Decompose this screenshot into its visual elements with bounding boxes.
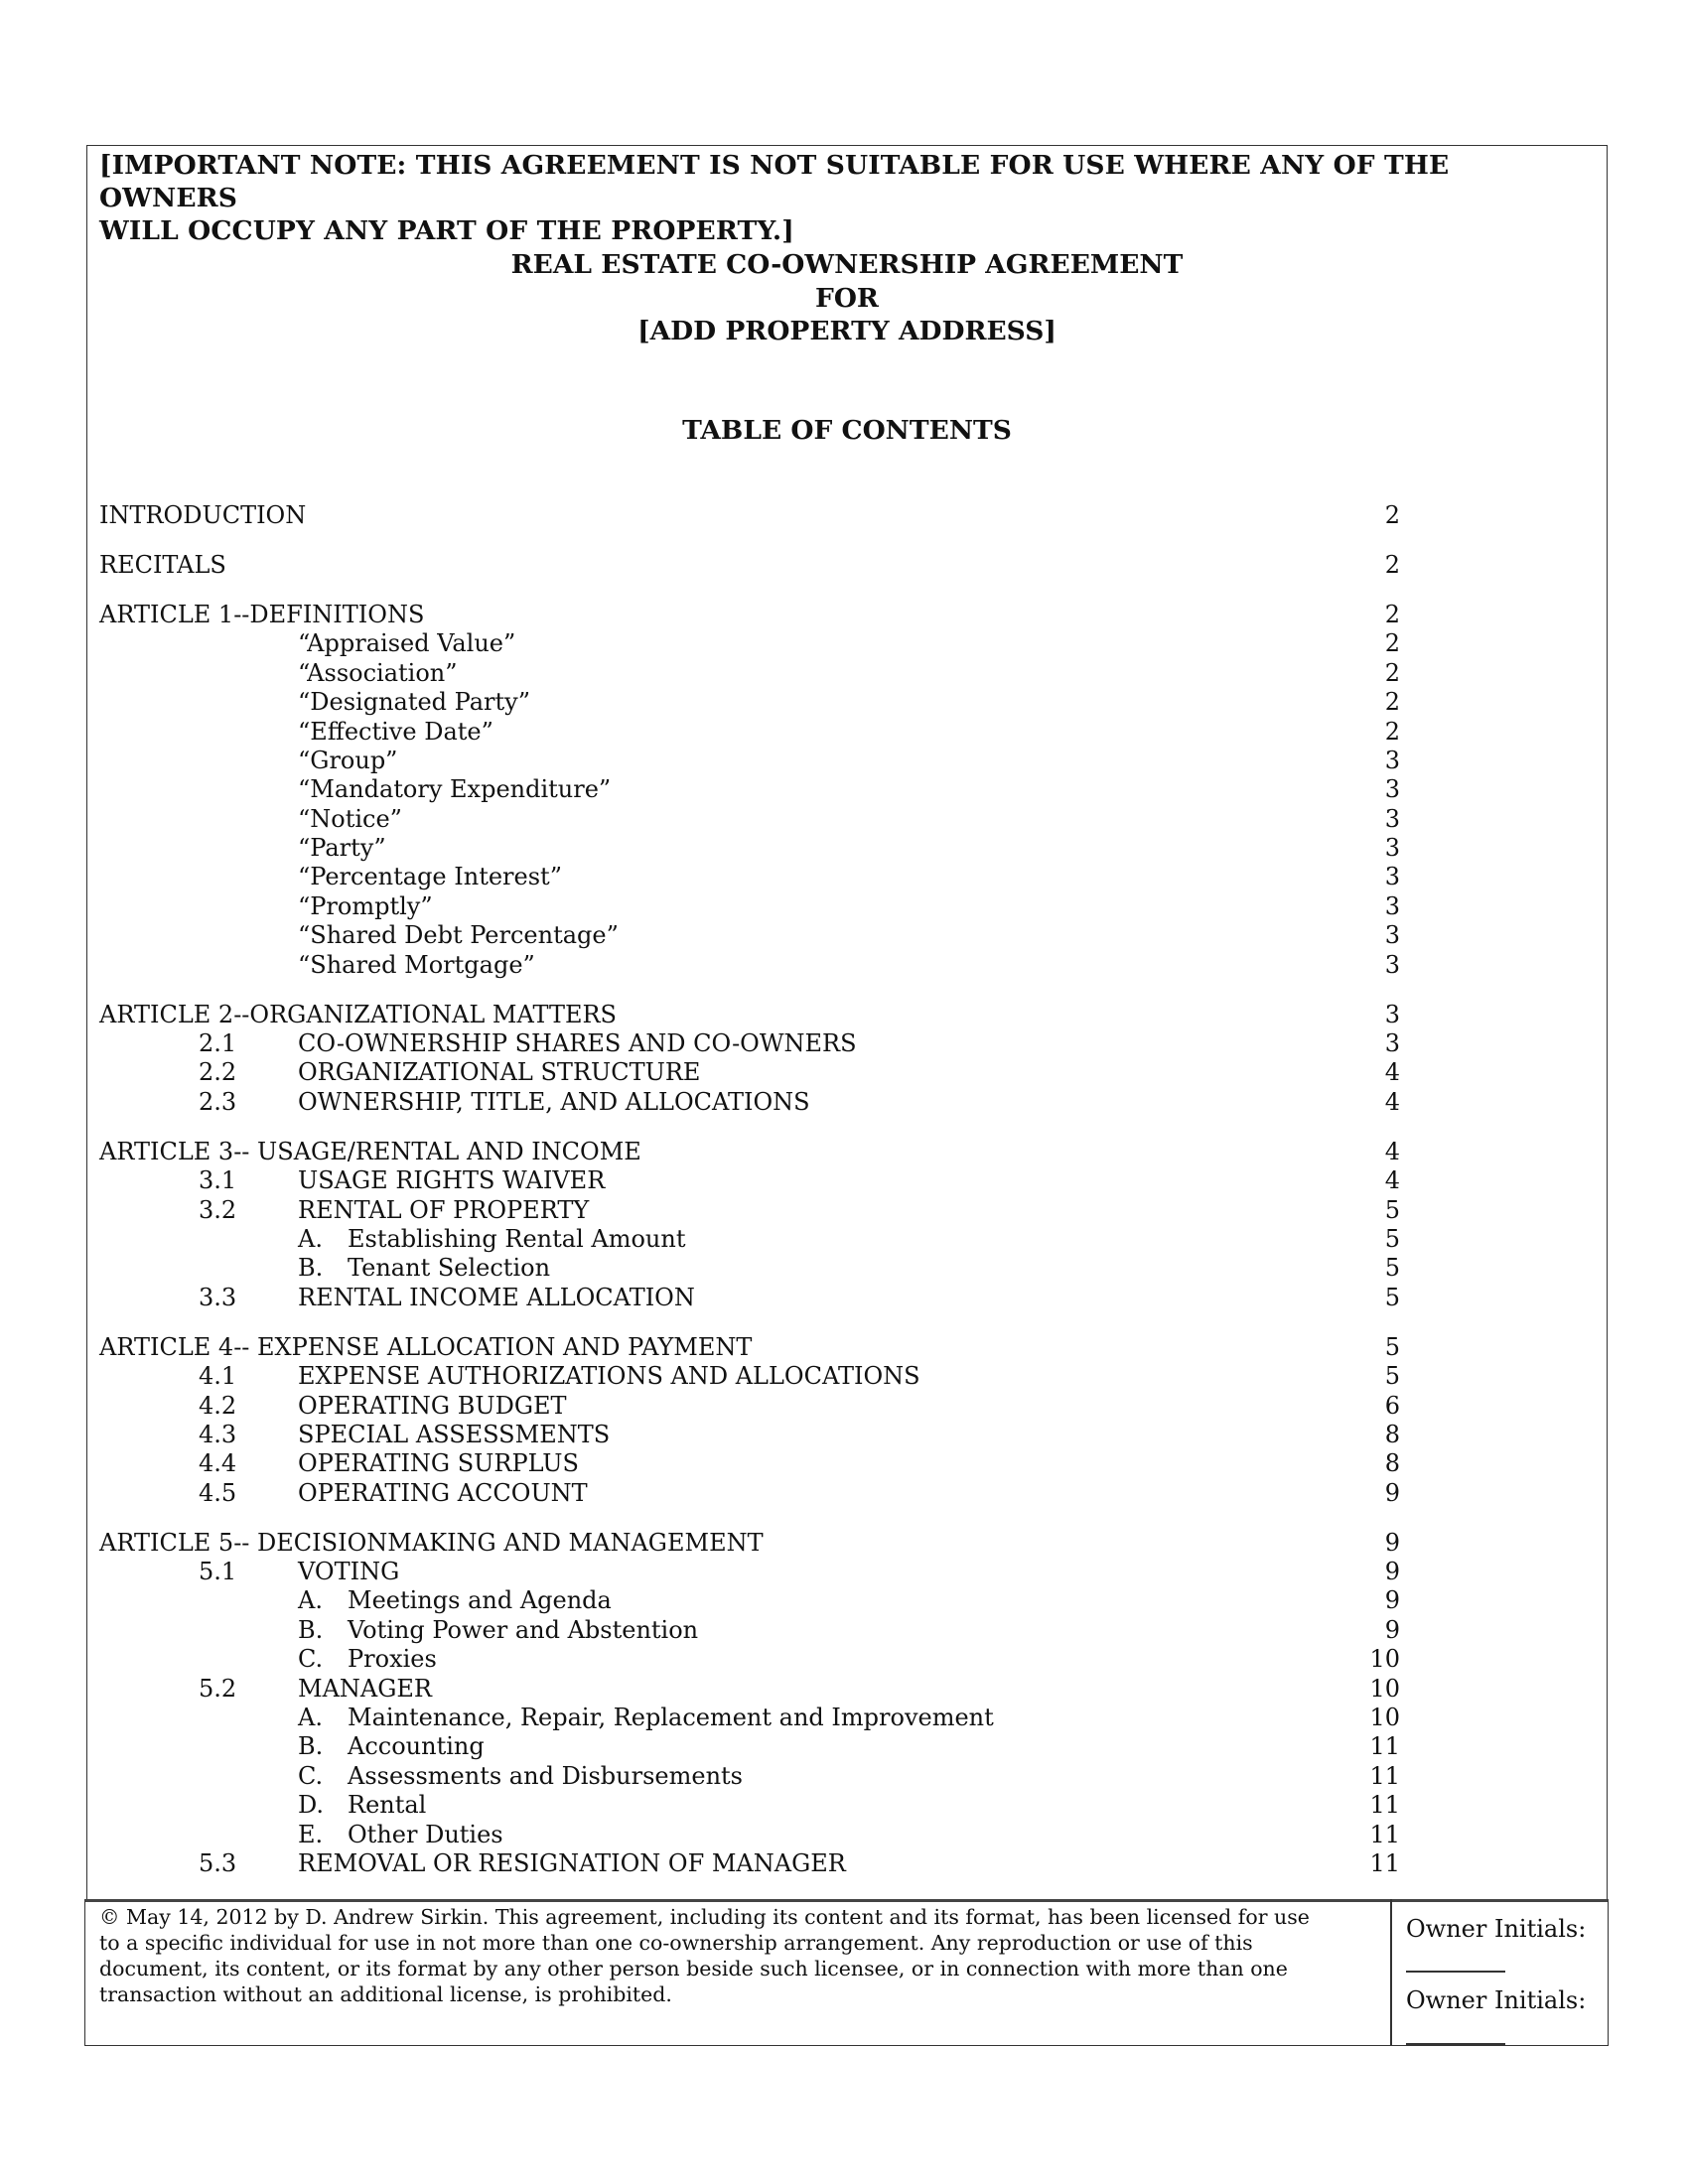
toc-page-number: 11 bbox=[1369, 1791, 1400, 1820]
toc-page-number: 10 bbox=[1369, 1704, 1400, 1732]
toc-page-number: 3 bbox=[1384, 950, 1400, 979]
license-line-4: transaction without an additional license, is prohibited. bbox=[99, 1982, 672, 2006]
toc-subsection-letter: A. bbox=[298, 1704, 323, 1732]
toc-subsection-letter: B. bbox=[298, 1615, 324, 1644]
toc-page-number: 2 bbox=[1384, 550, 1400, 579]
toc-page-number: 4 bbox=[1384, 1058, 1400, 1087]
toc-page-number: 4 bbox=[1384, 1166, 1400, 1195]
toc-entry[interactable] bbox=[99, 951, 1400, 980]
toc-page-number: 3 bbox=[1384, 863, 1400, 891]
toc-subsection-title: Rental bbox=[348, 1791, 427, 1820]
toc-section-number: 5.1 bbox=[199, 1558, 237, 1586]
toc-subsection-title: Establishing Rental Amount bbox=[348, 1224, 686, 1253]
toc-entry[interactable] bbox=[99, 1333, 1400, 1362]
toc-page-number: 2 bbox=[1384, 501, 1400, 529]
toc-subsection-letter: A. bbox=[298, 1224, 323, 1253]
toc-entry[interactable] bbox=[99, 1421, 1400, 1449]
table-of-contents bbox=[99, 501, 1400, 1878]
toc-section-title: OWNERSHIP, TITLE, AND ALLOCATIONS bbox=[298, 1087, 810, 1116]
toc-entry[interactable] bbox=[99, 601, 1400, 629]
toc-section-number: 3.1 bbox=[199, 1166, 237, 1195]
toc-section-title: SPECIAL ASSESSMENTS bbox=[298, 1420, 611, 1448]
toc-entry[interactable] bbox=[99, 1001, 1400, 1029]
footer-divider bbox=[1390, 1899, 1392, 2046]
toc-entry[interactable] bbox=[99, 1791, 1400, 1820]
toc-definition-term: “Group” bbox=[298, 746, 398, 774]
toc-page-number: 11 bbox=[1369, 1761, 1400, 1790]
toc-entry[interactable] bbox=[99, 1762, 1400, 1791]
toc-entry[interactable] bbox=[99, 629, 1400, 658]
toc-page-number: 4 bbox=[1384, 1087, 1400, 1116]
document-title bbox=[86, 248, 1608, 348]
license-line-3: document, its content, or its format by any other person beside such licensee, or in connection with more than one bbox=[99, 1957, 1288, 1980]
toc-definition-term: “Party” bbox=[298, 834, 386, 863]
owner-initials-field-1[interactable] bbox=[1406, 1971, 1505, 1973]
toc-definition-term: “Shared Debt Percentage” bbox=[298, 921, 619, 950]
title-line-2: FOR bbox=[815, 282, 879, 314]
toc-page-number: 3 bbox=[1384, 1000, 1400, 1028]
toc-subsection-title: Meetings and Agenda bbox=[348, 1586, 612, 1615]
toc-entry[interactable] bbox=[99, 1616, 1400, 1645]
toc-page-number: 8 bbox=[1384, 1420, 1400, 1448]
license-text bbox=[99, 1904, 1380, 2007]
toc-subsection-letter: C. bbox=[298, 1761, 324, 1790]
toc-page-number: 9 bbox=[1384, 1528, 1400, 1557]
toc-subsection-title: Tenant Selection bbox=[348, 1254, 551, 1283]
important-note-line-2: WILL OCCUPY ANY PART OF THE PROPERTY.] bbox=[99, 215, 794, 246]
toc-page-number: 11 bbox=[1369, 1732, 1400, 1761]
toc-section-title: REMOVAL OR RESIGNATION OF MANAGER bbox=[298, 1848, 846, 1877]
toc-definition-term: “Effective Date” bbox=[298, 717, 493, 746]
toc-entry[interactable] bbox=[99, 1254, 1400, 1283]
toc-section-number: 5.3 bbox=[199, 1848, 237, 1877]
toc-subsection-title: Voting Power and Abstention bbox=[348, 1615, 699, 1644]
toc-page-number: 10 bbox=[1369, 1674, 1400, 1703]
toc-page-number: 5 bbox=[1384, 1332, 1400, 1361]
toc-entry[interactable] bbox=[99, 1196, 1400, 1225]
toc-subsection-letter: D. bbox=[298, 1791, 325, 1820]
toc-section-number: 4.2 bbox=[199, 1391, 237, 1420]
toc-entry[interactable] bbox=[99, 1586, 1400, 1615]
toc-section-title: RENTAL OF PROPERTY bbox=[298, 1195, 590, 1224]
toc-page-number: 2 bbox=[1384, 688, 1400, 717]
toc-section-number: 4.3 bbox=[199, 1420, 237, 1448]
toc-section-number: 2.3 bbox=[199, 1087, 237, 1116]
toc-page-number: 2 bbox=[1384, 717, 1400, 746]
toc-section-title: ORGANIZATIONAL STRUCTURE bbox=[298, 1058, 701, 1087]
toc-entry[interactable] bbox=[99, 834, 1400, 863]
toc-page-number: 3 bbox=[1384, 804, 1400, 833]
toc-entry[interactable] bbox=[99, 1138, 1400, 1166]
toc-section-number: 2.1 bbox=[199, 1029, 237, 1058]
toc-page-number: 9 bbox=[1384, 1615, 1400, 1644]
toc-entry[interactable] bbox=[99, 1088, 1400, 1117]
toc-section-number: 3.2 bbox=[199, 1195, 237, 1224]
toc-definition-term: “Designated Party” bbox=[298, 688, 530, 717]
toc-definition-term: “Shared Mortgage” bbox=[298, 950, 535, 979]
toc-article-title: ARTICLE 3-- USAGE/RENTAL AND INCOME bbox=[99, 1137, 641, 1165]
toc-article-title: ARTICLE 2--ORGANIZATIONAL MATTERS bbox=[99, 1000, 617, 1028]
toc-entry[interactable] bbox=[99, 501, 1400, 530]
toc-page-number: 5 bbox=[1384, 1224, 1400, 1253]
toc-entry[interactable] bbox=[99, 1704, 1400, 1732]
toc-definition-term: “Percentage Interest” bbox=[298, 863, 562, 891]
toc-section-number: 4.4 bbox=[199, 1449, 237, 1478]
toc-entry[interactable] bbox=[99, 1029, 1400, 1058]
toc-page-number: 11 bbox=[1369, 1820, 1400, 1848]
toc-subsection-letter: A. bbox=[298, 1586, 323, 1615]
toc-section-number: 5.2 bbox=[199, 1674, 237, 1703]
toc-definition-term: “Notice” bbox=[298, 804, 402, 833]
toc-section-number: 3.3 bbox=[199, 1283, 237, 1311]
toc-page-number: 5 bbox=[1384, 1254, 1400, 1283]
toc-section-number: 4.5 bbox=[199, 1478, 237, 1507]
title-line-1: REAL ESTATE CO-OWNERSHIP AGREEMENT bbox=[510, 249, 1184, 280]
toc-entry[interactable] bbox=[99, 1732, 1400, 1761]
toc-entry[interactable] bbox=[99, 1362, 1400, 1391]
toc-entry[interactable] bbox=[99, 1225, 1400, 1254]
toc-subsection-title: Assessments and Disbursements bbox=[348, 1761, 743, 1790]
toc-entry[interactable] bbox=[99, 863, 1400, 891]
toc-subsection-title: Other Duties bbox=[348, 1820, 503, 1848]
toc-entry[interactable] bbox=[99, 1821, 1400, 1849]
toc-definition-term: “Promptly” bbox=[298, 891, 433, 920]
toc-heading: TABLE OF CONTENTS bbox=[682, 415, 1012, 446]
toc-entry[interactable] bbox=[99, 1166, 1400, 1195]
toc-section-title: VOTING bbox=[298, 1558, 400, 1586]
toc-entry[interactable] bbox=[99, 1392, 1400, 1421]
toc-page-number: 3 bbox=[1384, 891, 1400, 920]
toc-entry[interactable] bbox=[99, 1449, 1400, 1478]
toc-section-title: RENTAL INCOME ALLOCATION bbox=[298, 1283, 695, 1311]
toc-page-number: 5 bbox=[1384, 1362, 1400, 1391]
toc-subsection-title: Maintenance, Repair, Replacement and Improvement bbox=[348, 1704, 994, 1732]
toc-entry[interactable] bbox=[99, 1558, 1400, 1586]
toc-page-number: 5 bbox=[1384, 1283, 1400, 1311]
toc-page-number: 9 bbox=[1384, 1558, 1400, 1586]
toc-section-number: 2.2 bbox=[199, 1058, 237, 1087]
toc-definition-term: “Mandatory Expenditure” bbox=[298, 775, 612, 804]
toc-section-number: 4.1 bbox=[199, 1362, 237, 1391]
toc-page-number: 3 bbox=[1384, 775, 1400, 804]
toc-page-number: 10 bbox=[1369, 1645, 1400, 1674]
toc-page-number: 5 bbox=[1384, 1195, 1400, 1224]
important-note bbox=[99, 149, 1589, 247]
toc-page-number: 6 bbox=[1384, 1391, 1400, 1420]
toc-entry[interactable] bbox=[99, 1849, 1400, 1878]
toc-subsection-letter: B. bbox=[298, 1254, 324, 1283]
toc-page-number: 8 bbox=[1384, 1449, 1400, 1478]
toc-page-number: 4 bbox=[1384, 1137, 1400, 1165]
toc-section-title: MANAGER bbox=[298, 1674, 432, 1703]
toc-page-number: 3 bbox=[1384, 921, 1400, 950]
toc-page-number: 3 bbox=[1384, 834, 1400, 863]
toc-section-title: OPERATING SURPLUS bbox=[298, 1449, 579, 1478]
toc-page-number: 2 bbox=[1384, 629, 1400, 658]
toc-definition-term: “Association” bbox=[298, 658, 458, 687]
toc-entry[interactable] bbox=[99, 688, 1400, 717]
toc-article-title: ARTICLE 1--DEFINITIONS bbox=[99, 600, 425, 628]
toc-page-number: 9 bbox=[1384, 1478, 1400, 1507]
toc-page-number: 2 bbox=[1384, 600, 1400, 628]
license-line-1: © May 14, 2012 by D. Andrew Sirkin. This agreement, including its content and its format, has been licensed for use bbox=[99, 1905, 1310, 1929]
toc-page-number: 2 bbox=[1384, 658, 1400, 687]
title-line-3: [ADD PROPERTY ADDRESS] bbox=[637, 316, 1056, 346]
toc-subsection-letter: E. bbox=[298, 1820, 324, 1848]
toc-section-title: OPERATING BUDGET bbox=[298, 1391, 567, 1420]
owner-initials-label-1: Owner Initials: bbox=[1406, 1915, 1587, 1943]
toc-definition-term: “Appraised Value” bbox=[298, 629, 516, 658]
toc-page-number: 3 bbox=[1384, 1029, 1400, 1058]
owner-initials-field-2[interactable] bbox=[1406, 2043, 1505, 2045]
toc-entry[interactable] bbox=[99, 775, 1400, 804]
toc-entry[interactable] bbox=[99, 892, 1400, 921]
toc-page-number: 11 bbox=[1369, 1848, 1400, 1877]
toc-section-title: USAGE RIGHTS WAIVER bbox=[298, 1166, 606, 1195]
toc-article-title: ARTICLE 5-- DECISIONMAKING AND MANAGEMENT bbox=[99, 1528, 764, 1557]
owner-initials-label-2: Owner Initials: bbox=[1406, 1986, 1587, 2014]
toc-entry[interactable] bbox=[99, 805, 1400, 834]
toc-entry[interactable] bbox=[99, 1284, 1400, 1312]
toc-entry[interactable] bbox=[99, 1529, 1400, 1558]
toc-entry[interactable] bbox=[99, 1675, 1400, 1704]
toc-article-title: INTRODUCTION bbox=[99, 501, 307, 529]
toc-subsection-letter: C. bbox=[298, 1645, 324, 1674]
toc-page-number: 3 bbox=[1384, 746, 1400, 774]
important-note-line-1: [IMPORTANT NOTE: THIS AGREEMENT IS NOT SUITABLE FOR USE WHERE ANY OF THE OWNERS bbox=[99, 150, 1450, 213]
toc-entry[interactable] bbox=[99, 921, 1400, 950]
toc-article-title: RECITALS bbox=[99, 550, 226, 579]
license-line-2: to a specific individual for use in not more than one co-ownership arrangement. Any reproduction or use of this bbox=[99, 1931, 1253, 1955]
toc-entry[interactable] bbox=[99, 551, 1400, 580]
toc-entry[interactable] bbox=[99, 659, 1400, 688]
toc-article-title: ARTICLE 4-- EXPENSE ALLOCATION AND PAYMENT bbox=[99, 1332, 753, 1361]
toc-entry[interactable] bbox=[99, 718, 1400, 747]
toc-entry[interactable] bbox=[99, 1479, 1400, 1508]
toc-subsection-letter: B. bbox=[298, 1732, 324, 1761]
toc-section-title: EXPENSE AUTHORIZATIONS AND ALLOCATIONS bbox=[298, 1362, 920, 1391]
toc-entry[interactable] bbox=[99, 1645, 1400, 1674]
toc-section-title: CO-OWNERSHIP SHARES AND CO-OWNERS bbox=[298, 1029, 857, 1058]
toc-entry[interactable] bbox=[99, 747, 1400, 775]
toc-subsection-title: Proxies bbox=[348, 1645, 437, 1674]
toc-section-title: OPERATING ACCOUNT bbox=[298, 1478, 588, 1507]
toc-page-number: 9 bbox=[1384, 1586, 1400, 1615]
toc-entry[interactable] bbox=[99, 1058, 1400, 1087]
toc-subsection-title: Accounting bbox=[348, 1732, 485, 1761]
